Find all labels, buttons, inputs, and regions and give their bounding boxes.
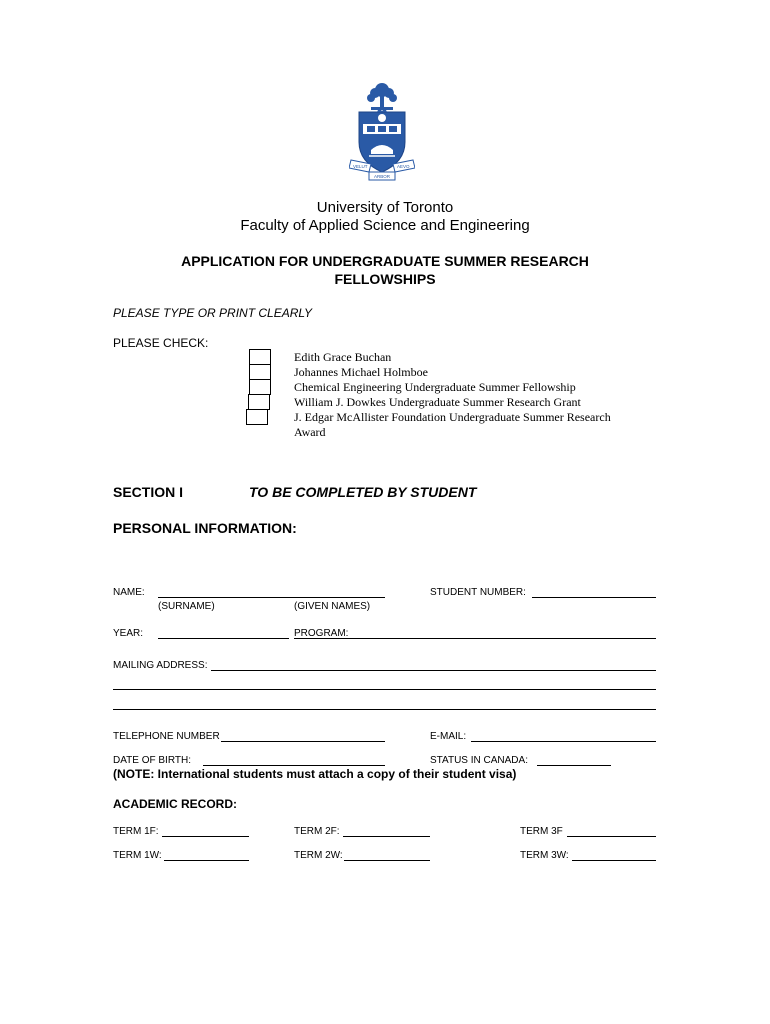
telephone-input-line[interactable] [221, 741, 385, 742]
option-label-mcallister: J. Edgar McAllister Foundation Undergraduate Summer Research [294, 410, 611, 424]
faculty-name: Faculty of Applied Science and Engineering [240, 217, 530, 234]
surname-caption: (SURNAME) [158, 601, 215, 612]
university-name: University of Toronto [316, 199, 454, 216]
option-label-chem-eng: Chemical Engineering Undergraduate Summer Fellowship [294, 380, 576, 394]
instruction-text: PLEASE TYPE OR PRINT CLEARLY [113, 306, 312, 320]
term-2w-label: TERM 2W: [294, 850, 343, 861]
name-input-line[interactable] [158, 597, 385, 598]
status-input-line[interactable] [537, 765, 611, 766]
checkbox-mcallister[interactable] [246, 409, 268, 425]
section-label: SECTION I [113, 484, 184, 500]
term-3w-input-line[interactable] [572, 860, 656, 861]
page-title-line1: APPLICATION FOR UNDERGRADUATE SUMMER RESEARCH [181, 253, 589, 269]
term-1f-input-line[interactable] [162, 836, 249, 837]
checkbox-dowkes[interactable] [248, 394, 270, 410]
option-label-holmboe: Johannes Michael Holmboe [294, 365, 428, 379]
email-input-line[interactable] [471, 741, 656, 742]
dob-input-line[interactable] [203, 765, 385, 766]
year-input-line[interactable] [158, 638, 289, 639]
personal-info-heading: PERSONAL INFORMATION: [113, 520, 297, 536]
term-2f-label: TERM 2F: [294, 826, 340, 837]
term-1w-label: TERM 1W: [113, 850, 162, 861]
mailing-address-line-1[interactable] [211, 670, 656, 671]
svg-text:ARBOR: ARBOR [374, 174, 391, 179]
option-label-buchan: Edith Grace Buchan [294, 350, 392, 364]
option-label-dowkes: William J. Dowkes Undergraduate Summer Research Grant [294, 395, 581, 409]
visa-note: (NOTE: International students must attach a copy of their student visa) [113, 767, 517, 781]
mailing-address-line-2[interactable] [113, 689, 656, 690]
term-3f-label: TERM 3F [520, 826, 563, 837]
checkbox-holmboe[interactable] [249, 364, 271, 380]
program-label: PROGRAM: [294, 628, 349, 639]
checkbox-buchan[interactable] [249, 349, 271, 365]
email-label: E-MAIL: [430, 731, 467, 742]
checkbox-chem-eng[interactable] [249, 379, 271, 395]
svg-text:AEVO: AEVO [397, 164, 410, 169]
university-crest-logo [349, 80, 415, 184]
telephone-label: TELEPHONE NUMBER [113, 731, 220, 742]
student-number-input-line[interactable] [532, 597, 656, 598]
status-label: STATUS IN CANADA: [430, 755, 528, 766]
mailing-address-line-3[interactable] [113, 709, 656, 710]
mailing-address-label: MAILING ADDRESS: [113, 660, 208, 671]
term-3f-input-line[interactable] [567, 836, 656, 837]
section-subtitle: TO BE COMPLETED BY STUDENT [249, 484, 477, 500]
page-title-line2: FELLOWSHIPS [334, 271, 436, 287]
student-number-label: STUDENT NUMBER: [430, 587, 526, 598]
given-names-caption: (GIVEN NAMES) [294, 601, 371, 612]
svg-text:VELUT: VELUT [353, 164, 368, 169]
program-input-line[interactable] [294, 638, 656, 639]
term-1w-input-line[interactable] [164, 860, 249, 861]
academic-record-heading: ACADEMIC RECORD: [113, 797, 237, 811]
term-2f-input-line[interactable] [343, 836, 430, 837]
term-2w-input-line[interactable] [344, 860, 430, 861]
please-check-label: PLEASE CHECK: [113, 336, 209, 350]
dob-label: DATE OF BIRTH: [113, 755, 191, 766]
term-1f-label: TERM 1F: [113, 826, 159, 837]
term-3w-label: TERM 3W: [520, 850, 569, 861]
year-label: YEAR: [113, 628, 144, 639]
name-label: NAME: [113, 587, 145, 598]
option-label-mcallister-cont: Award [294, 425, 326, 439]
